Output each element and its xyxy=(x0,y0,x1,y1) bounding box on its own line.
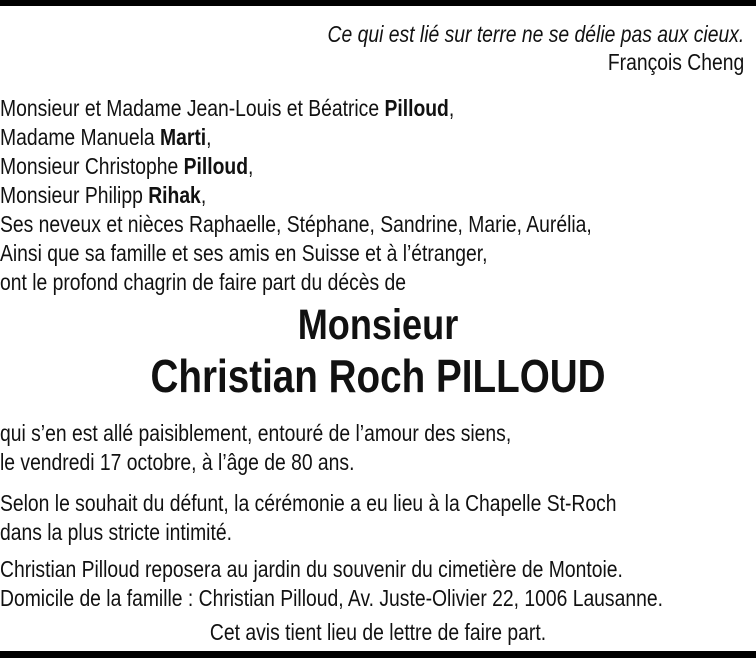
family-line: Madame Manuela Marti, xyxy=(0,124,212,150)
bottom-border-bar xyxy=(0,651,756,658)
family-line: ont le profond chagrin de faire part du décès de xyxy=(0,269,406,295)
quote-author: François Cheng xyxy=(607,49,745,75)
paragraph-line: Christian Pilloud reposera au jardin du souvenir du cimetière de Montoie. xyxy=(0,556,623,582)
closing-line: Cet avis tient lieu de lettre de faire part. xyxy=(209,619,547,645)
paragraph-line: dans la plus stricte intimité. xyxy=(0,519,232,545)
family-line: Monsieur Christophe Pilloud, xyxy=(0,153,254,179)
notice-paragraph xyxy=(0,419,756,477)
paragraph-line: qui s’en est allé paisiblement, entouré de l’amour des siens, xyxy=(0,420,512,446)
paragraph-line: le vendredi 17 octobre, à l’âge de 80 ans. xyxy=(0,449,355,475)
notice-paragraphs xyxy=(0,419,756,613)
family-line: Monsieur et Madame Jean-Louis et Béatrice Pilloud, xyxy=(0,95,455,121)
deceased-title: Monsieur xyxy=(297,301,459,349)
family-lines xyxy=(0,94,756,297)
family-line: Ses neveux et nièces Raphaelle, Stéphane, Sandrine, Marie, Aurélia, xyxy=(0,211,592,237)
quote-text: Ce qui est lié sur terre ne se délie pas aux cieux. xyxy=(327,21,745,47)
paragraph-line: Domicile de la famille : Christian Pilloud, Av. Juste-Olivier 22, 1006 Lausanne. xyxy=(0,585,663,611)
quote-block xyxy=(0,6,756,76)
paragraph-line: Selon le souhait du défunt, la cérémonie a eu lieu à la Chapelle St-Roch xyxy=(0,490,617,516)
deceased-block xyxy=(0,301,756,403)
family-line: Ainsi que sa famille et ses amis en Suisse et à l’étranger, xyxy=(0,240,488,266)
deceased-name: Christian Roch PILLOUD xyxy=(150,350,606,402)
notice-paragraph xyxy=(0,489,756,547)
family-line: Monsieur Philipp Rihak, xyxy=(0,182,207,208)
notice-paragraph xyxy=(0,555,756,613)
death-notice xyxy=(0,6,756,647)
